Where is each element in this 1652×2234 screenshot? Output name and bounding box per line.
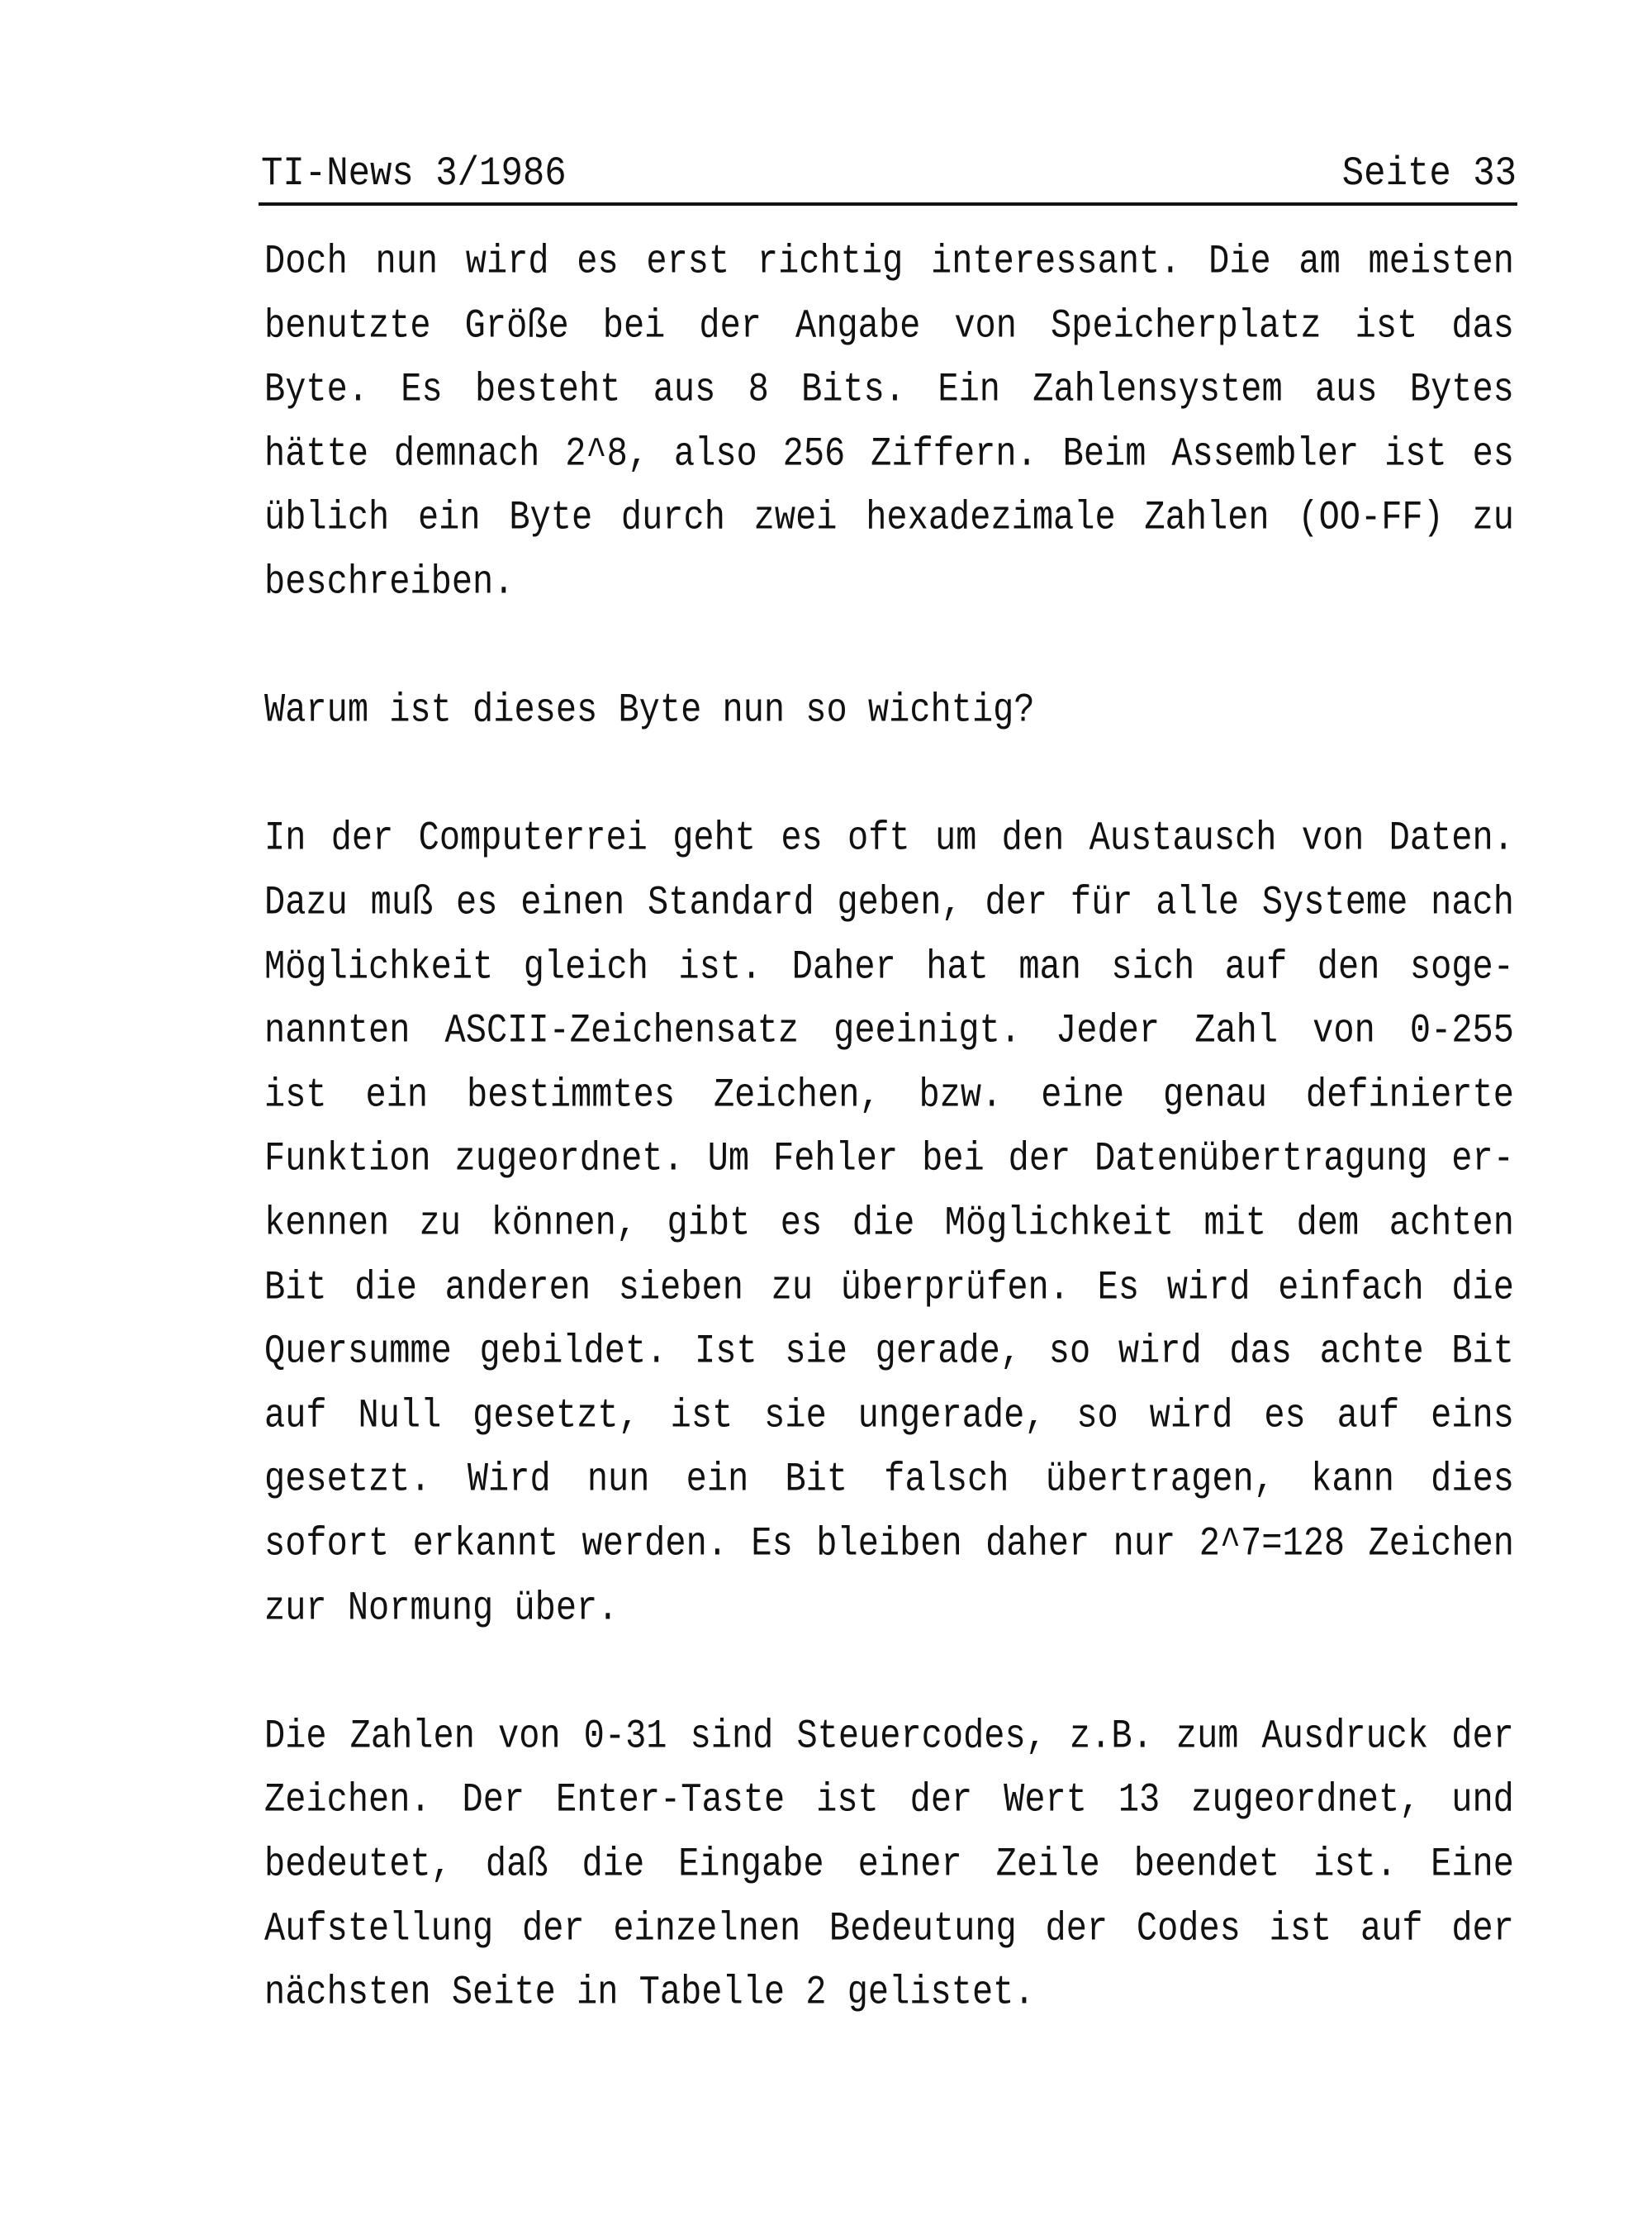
page-number: Seite 33 [1341,150,1517,197]
text-line: beschreiben. [264,558,515,606]
text-line: nächsten Seite in Tabelle 2 gelistet. [264,1969,1035,2016]
text-line: zur Normung über. [264,1584,619,1632]
text-line: nannten ASCII-Zeichensatz geeinigt. Jeder Zahl von 0-255 [264,1007,1514,1054]
text-line: Aufstellung der einzelnen Bedeutung der Codes ist auf der [264,1904,1514,1952]
text-line: Die Zahlen von 0-31 sind Steuercodes, z.B. zum Ausdruck der [264,1712,1514,1760]
text-line: Byte. Es besteht aus 8 Bits. Ein Zahlensystem aus Bytes [264,366,1514,413]
text-line: bedeutet, daß die Eingabe einer Zeile beendet ist. Eine [264,1841,1514,1888]
text-line: Doch nun wird es erst richtig interessant. Die am meisten [264,238,1514,285]
text-line: benutzte Größe bei der Angabe von Speicherplatz ist das [264,302,1514,349]
publication-title: TI-News 3/1986 [261,150,567,197]
text-line: sofort erkannt werden. Es bleiben daher nur 2^7=128 Zeichen [264,1520,1514,1567]
text-line: In der Computerrei geht es oft um den Austausch von Daten. [264,815,1514,863]
text-line: Quersumme gebildet. Ist sie gerade, so wird das achte Bit [264,1328,1514,1375]
text-line: Zeichen. Der Enter-Taste ist der Wert 13 zugeordnet, und [264,1776,1514,1824]
text-line: Funktion zugeordnet. Um Fehler bei der Datenübertragung er- [264,1135,1514,1183]
text-line: auf Null gesetzt, ist sie ungerade, so wird es auf eins [264,1391,1514,1439]
text-line: Möglichkeit gleich ist. Daher hat man sich auf den soge- [264,943,1514,991]
text-line: kennen zu können, gibt es die Möglichkeit mit dem achten [264,1200,1514,1247]
text-line: Warum ist dieses Byte nun so wichtig? [264,687,1035,734]
page-header [261,150,1517,198]
text-line: ist ein bestimmtes Zeichen, bzw. eine genau definierte [264,1071,1514,1119]
text-line: hätte demnach 2^8, also 256 Ziffern. Beim Assembler ist es [264,430,1514,478]
text-line: Bit die anderen sieben zu überprüfen. Es wird einfach die [264,1263,1514,1311]
text-line: gesetzt. Wird nun ein Bit falsch übertragen, kann dies [264,1456,1514,1504]
text-line: üblich ein Byte durch zwei hexadezimale Zahlen (OO-FF) zu [264,494,1514,542]
header-rule [259,202,1517,206]
text-line: Dazu muß es einen Standard geben, der für alle Systeme nach [264,879,1514,926]
